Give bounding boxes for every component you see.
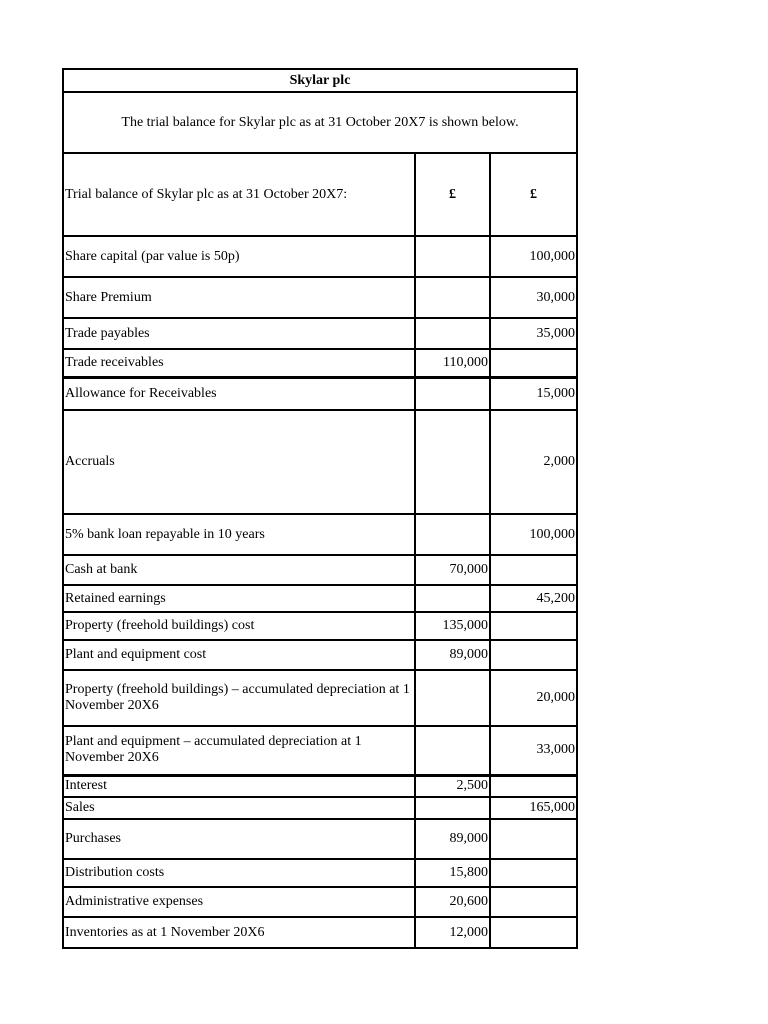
table-row — [63, 514, 577, 555]
debit-cell: 20,600 — [415, 887, 490, 917]
credit-cell: 100,000 — [490, 236, 577, 277]
debit-cell: 15,800 — [415, 859, 490, 887]
row-label: Property (freehold buildings) cost — [63, 612, 415, 640]
row-label: Plant and equipment cost — [63, 640, 415, 670]
debit-cell — [415, 410, 490, 514]
table-row — [63, 917, 577, 948]
table-row — [63, 887, 577, 917]
table-row — [63, 585, 577, 612]
row-label: 5% bank loan repayable in 10 years — [63, 514, 415, 555]
credit-cell: 2,000 — [490, 410, 577, 514]
debit-cell — [415, 726, 490, 775]
credit-cell: 100,000 — [490, 514, 577, 555]
row-label: Share Premium — [63, 277, 415, 318]
row-label: Purchases — [63, 819, 415, 859]
debit-cell: 12,000 — [415, 917, 490, 948]
table-row — [63, 859, 577, 887]
table-row — [63, 555, 577, 585]
row-label: Trade receivables — [63, 349, 415, 377]
row-label: Interest — [63, 775, 415, 797]
credit-cell: 33,000 — [490, 726, 577, 775]
credit-cell: 15,000 — [490, 377, 577, 410]
debit-cell — [415, 585, 490, 612]
header-label: Trial balance of Skylar plc as at 31 October 20X7: — [63, 153, 415, 236]
credit-cell — [490, 917, 577, 948]
debit-cell: 2,500 — [415, 775, 490, 797]
debit-cell: 89,000 — [415, 640, 490, 670]
table-row — [63, 775, 577, 797]
credit-cell — [490, 555, 577, 585]
debit-cell — [415, 514, 490, 555]
table-row — [63, 726, 577, 775]
debit-cell: 89,000 — [415, 819, 490, 859]
credit-cell: 30,000 — [490, 277, 577, 318]
debit-cell: 135,000 — [415, 612, 490, 640]
credit-cell: 165,000 — [490, 797, 577, 819]
row-label: Inventories as at 1 November 20X6 — [63, 917, 415, 948]
credit-cell: 35,000 — [490, 318, 577, 349]
table-row — [63, 819, 577, 859]
debit-currency-header: £ — [415, 153, 490, 236]
trial-balance-table — [62, 68, 578, 949]
credit-cell — [490, 819, 577, 859]
debit-cell — [415, 377, 490, 410]
debit-cell — [415, 236, 490, 277]
credit-cell — [490, 859, 577, 887]
credit-cell — [490, 640, 577, 670]
row-label: Property (freehold buildings) – accumulated depreciation at 1 November 20X6 — [63, 670, 415, 726]
credit-cell — [490, 349, 577, 377]
table-row — [63, 236, 577, 277]
row-label: Plant and equipment – accumulated depreciation at 1 November 20X6 — [63, 726, 415, 775]
debit-cell — [415, 318, 490, 349]
row-label: Share capital (par value is 50p) — [63, 236, 415, 277]
table-row — [63, 277, 577, 318]
debit-cell — [415, 797, 490, 819]
row-label: Retained earnings — [63, 585, 415, 612]
debit-cell — [415, 277, 490, 318]
table-row — [63, 640, 577, 670]
row-label: Sales — [63, 797, 415, 819]
row-label: Distribution costs — [63, 859, 415, 887]
table-row — [63, 349, 577, 377]
credit-cell — [490, 775, 577, 797]
table-row — [63, 670, 577, 726]
table-row — [63, 797, 577, 819]
row-label: Administrative expenses — [63, 887, 415, 917]
table-row — [63, 410, 577, 514]
debit-cell: 70,000 — [415, 555, 490, 585]
table-row — [63, 318, 577, 349]
debit-cell: 110,000 — [415, 349, 490, 377]
credit-cell: 20,000 — [490, 670, 577, 726]
row-label: Cash at bank — [63, 555, 415, 585]
row-label: Trade payables — [63, 318, 415, 349]
credit-cell — [490, 887, 577, 917]
credit-currency-header: £ — [490, 153, 577, 236]
debit-cell — [415, 670, 490, 726]
document-title: Skylar plc — [63, 69, 577, 92]
table-row — [63, 377, 577, 410]
intro-text: The trial balance for Skylar plc as at 31 October 20X7 is shown below. — [63, 92, 577, 153]
row-label: Allowance for Receivables — [63, 377, 415, 410]
table-row — [63, 612, 577, 640]
credit-cell: 45,200 — [490, 585, 577, 612]
credit-cell — [490, 612, 577, 640]
row-label: Accruals — [63, 410, 415, 514]
